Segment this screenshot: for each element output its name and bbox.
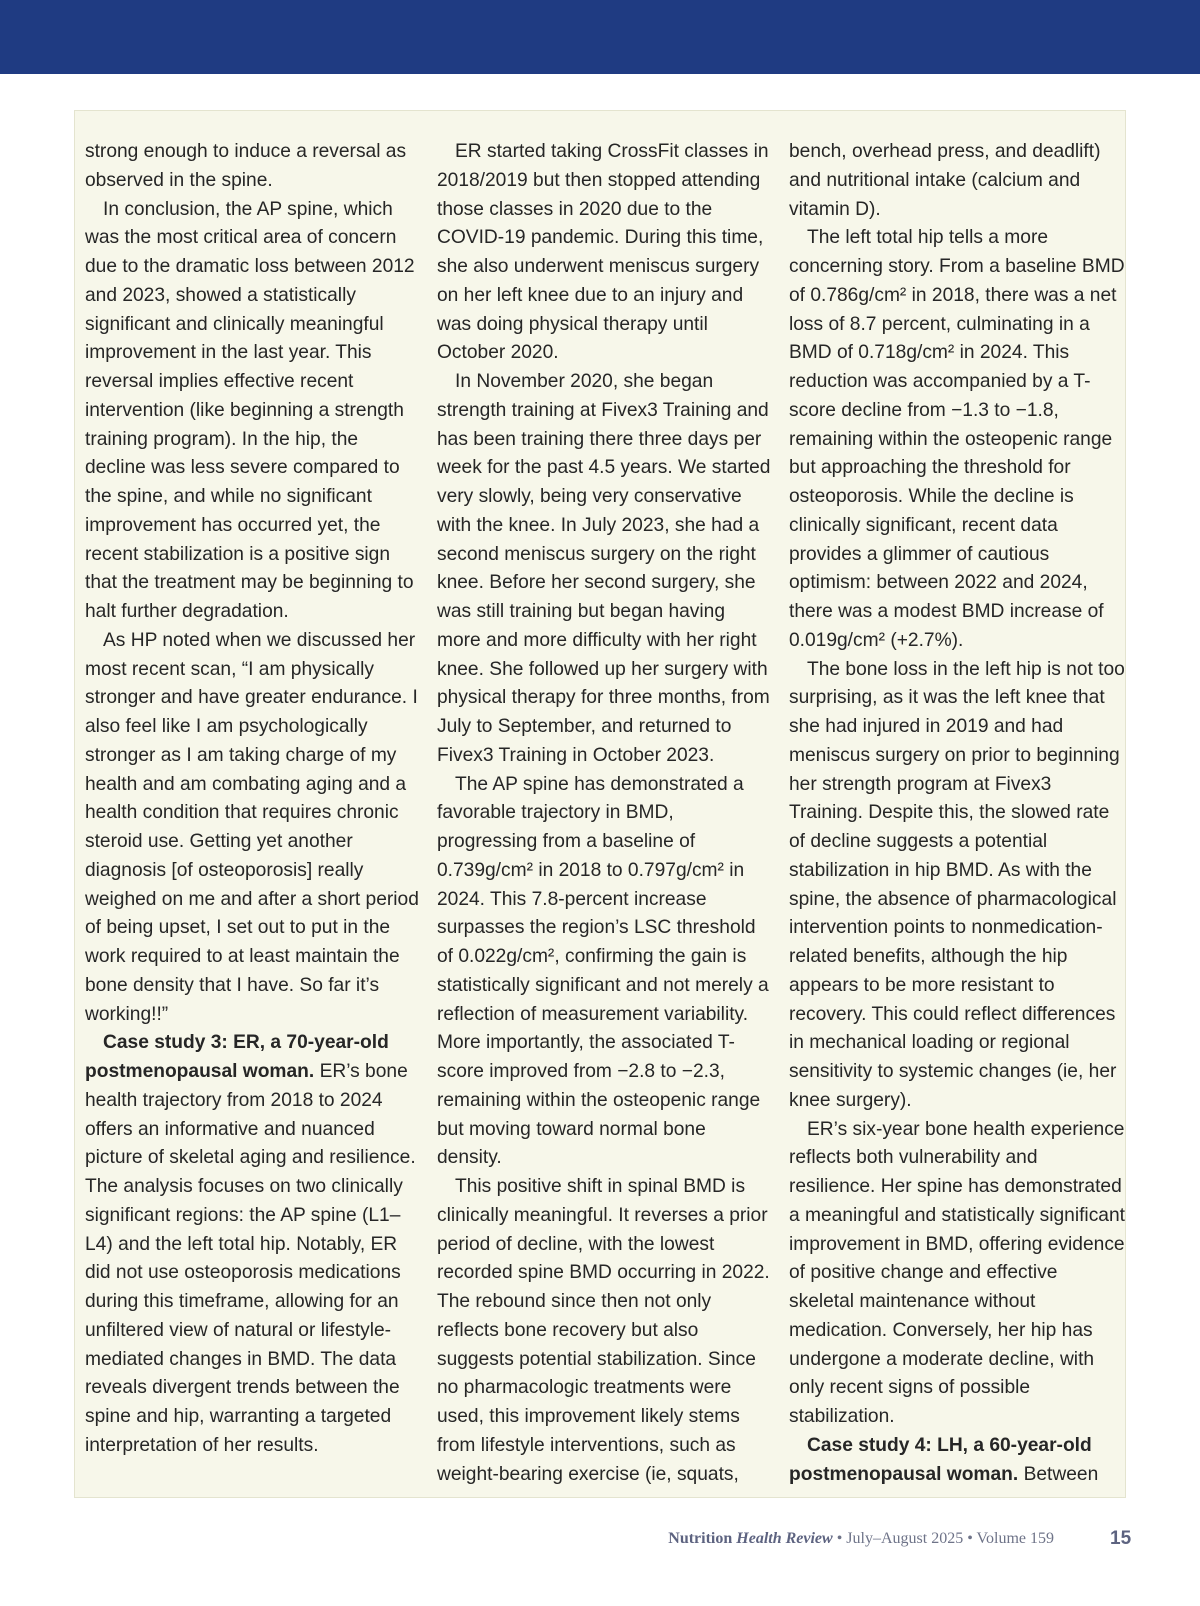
publication-name-part2: Health Review (736, 1530, 833, 1547)
paragraph (437, 1173, 773, 1489)
paragraph-text: ER’s bone health trajectory from 2018 to 2024 offers an informative and nuanced picture of skeletal aging and resilience. The analysis focuses on two clinically significant regions: the AP spine (L1–L4) and the left total hip. Notably, ER did not use osteoporosis medications during this timeframe, allowing for an unfiltered view of natural or lifestyle-mediated changes in BMD. The data reveals divergent trends between the spine and hip, warranting a targeted interpretation of her results. (85, 1061, 416, 1456)
paragraph (85, 196, 421, 627)
paragraph (789, 1432, 1125, 1490)
paragraph-text: ER’s six-year bone health experience reflects both vulnerability and resilience. Her spine has demonstrated a meaningful and statistically significant improvement in BMD, offering evidence of positive change and effective skeletal maintenance without medication. Conversely, her hip has undergone a moderate decline, with only recent signs of possible stabilization. (789, 1118, 1125, 1427)
paragraph-text: As HP noted when we discussed her most recent scan, “I am physically stronger and have greater endurance. I also feel like I am psychologically stronger as I am taking charge of my health and am combating aging and a health condition that requires chronic steroid use. Getting yet another diagnosis [of osteoporosis] really weighed on me and after a short period of being upset, I set out to put in the work required to at least maintain the bone density that I have. So far it’s working!!” (85, 629, 419, 1025)
issue-info: • July–August 2025 • Volume 159 (832, 1530, 1054, 1547)
paragraph (437, 138, 773, 368)
paragraph (85, 138, 421, 196)
page-number: 15 (1110, 1528, 1132, 1549)
paragraph (437, 368, 773, 771)
paragraph (85, 1029, 421, 1460)
case-study-heading: Case study 3: ER, a 70-year-old postmenopausal woman. (85, 1032, 389, 1082)
paragraph (789, 138, 1125, 224)
paragraph-text: ER started taking CrossFit classes in 2018/2019 but then stopped attending those classes in 2020 due to the COVID-19 pandemic. During this time, she also underwent meniscus surgery on her left knee due to an injury and was doing physical therapy until October 2020. (437, 141, 769, 364)
article-column-2 (437, 138, 773, 1489)
paragraph-text: The left total hip tells a more concerning story. From a baseline BMD of 0.786g/cm² in 2018, there was a net loss of 8.7 percent, culminating in a BMD of 0.718g/cm² in 2024. This reduction was accompanied by a T-score decline from −1.3 to −1.8, remaining within the osteopenic range but approaching the threshold for osteoporosis. While the decline is clinically significant, recent data provides a glimmer of cautious optimism: between 2022 and 2024, there was a modest BMD increase of 0.019g/cm² (+2.7%). (789, 227, 1125, 651)
article-column-1 (85, 138, 421, 1461)
paragraph (437, 771, 773, 1174)
article-column-3 (789, 138, 1125, 1489)
paragraph-text: strong enough to induce a reversal as observed in the spine. (85, 141, 407, 191)
paragraph-text: In November 2020, she began strength training at Fivex3 Training and has been training there three days per week for the past 4.5 years. We started very slowly, being very conservative with the knee. In July 2023, she had a second meniscus surgery on the right knee. Before her second surgery, she was still training but began having more and more difficulty with her right knee. She followed up her surgery with physical therapy for three months, from July to September, and returned to Fivex3 Training in October 2023. (437, 371, 771, 766)
paragraph-text: This positive shift in spinal BMD is clinically meaningful. It reverses a prior period of decline, with the lowest recorded spine BMD occurring in 2022. The rebound since then not only reflects bone recovery but also suggests potential stabilization. Since no pharmacologic treatments were used, this improvement likely stems from lifestyle interventions, such as weight-bearing exercise (ie, squats, (437, 1176, 770, 1485)
paragraph-text: Between (1018, 1463, 1099, 1485)
paragraph (85, 627, 421, 1030)
paragraph (789, 224, 1125, 655)
footer-citation (668, 1530, 1054, 1548)
header-bar (0, 0, 1200, 74)
paragraph-text: The AP spine has demonstrated a favorable trajectory in BMD, progressing from a baseline of 0.739g/cm² in 2018 to 0.797g/cm² in 2024. This 7.8-percent increase surpasses the region’s LSC threshold of 0.022g/cm², confirming the gain is statistically significant and not merely a reflection of measurement variability. More importantly, the associated T-score improved from −2.8 to −2.3, remaining within the osteopenic range but moving toward normal bone density. (437, 773, 769, 1169)
paragraph-text: The bone loss in the left hip is not too surprising, as it was the left knee that she had injured in 2019 and had meniscus surgery on prior to beginning her strength program at Fivex3 Training. Despite this, the slowed rate of decline suggests a potential stabilization in hip BMD. As with the spine, the absence of pharmacological intervention points to nonmedication-related benefits, although the hip appears to be more resistant to recovery. This could reflect differences in mechanical loading or regional sensitivity to systemic changes (ie, her knee surgery). (789, 658, 1125, 1111)
paragraph-text: In conclusion, the AP spine, which was the most critical area of concern due to the dramatic loss between 2012 and 2023, showed a statistically significant and clinically meaningful improvement in the last year. This reversal implies effective recent intervention (like beginning a strength training program). In the hip, the decline was less severe compared to the spine, and while no significant improvement has occurred yet, the recent stabilization is a positive sign that the treatment may be beginning to halt further degradation. (85, 198, 415, 622)
paragraph-text: bench, overhead press, and deadlift) and nutritional intake (calcium and vitamin D). (789, 141, 1101, 220)
page-footer (0, 1528, 1200, 1552)
publication-name-part1: Nutrition (668, 1530, 737, 1547)
publication-name (668, 1530, 832, 1547)
case-study-heading: Case study 4: LH, a 60-year-old postmenopausal woman. (789, 1434, 1092, 1485)
paragraph (789, 1116, 1125, 1432)
paragraph (789, 656, 1125, 1116)
